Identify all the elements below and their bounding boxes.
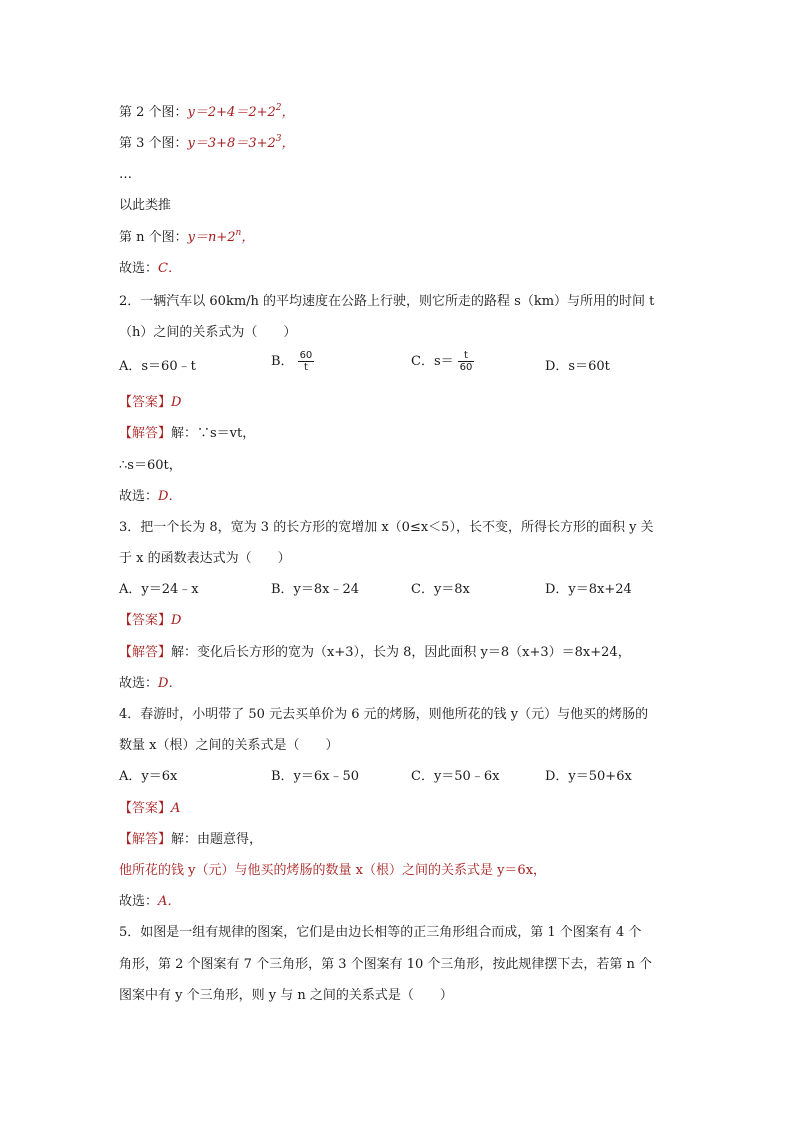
solution-line-fig2 — [119, 104, 295, 122]
q3-stem-line1: 3．把一个长为 8，宽为 3 的长方形的宽增加 x（0≤x＜5），长不变，所得长方形的面积 y 关 — [119, 520, 654, 535]
q5-stem-line2: 角形，第 2 个图案有 7 个三角形，第 3 个图案有 10 个三角形，按此规律摆下去，若第 n 个 — [119, 957, 653, 972]
q2-stem-line1: 2．一辆汽车以 60km/h 的平均速度在公路上行驶，则它所走的路程 s（km）与所用的时间 t — [119, 294, 655, 309]
q4-choose: 故选：A． — [119, 894, 181, 909]
q3-option-b: B．y＝8x﹣24 — [271, 582, 360, 597]
q2-option-b: B． $\frac{60}{t}$ — [271, 350, 313, 373]
q2-option-a: A．s＝60﹣t — [119, 359, 196, 374]
q3-choose: 故选：D． — [119, 676, 182, 691]
fig3-label: 第 3 个图： — [119, 136, 188, 151]
q2-answer: 【答案】D — [119, 395, 182, 410]
q3-answer: 【答案】D — [119, 613, 182, 628]
q5-stem-line3: 图案中有 y 个三角形，则 y 与 n 之间的关系式是（ ） — [119, 988, 453, 1003]
q4-step: 他所花的钱 y（元）与他买的烤肠的数量 x（根）之间的关系式是 y＝6x， — [119, 863, 547, 878]
fign-label: 第 n 个图： — [119, 230, 188, 245]
q2-option-d: D．s＝60t — [545, 359, 610, 374]
choose-answer: C． — [158, 261, 181, 276]
q4-stem-line2: 数量 x（根）之间的关系式是（ ） — [119, 738, 339, 753]
solution-choose: 故选：C． — [119, 261, 181, 276]
q2-choose: 故选：D． — [119, 489, 182, 504]
q4-option-b: B．y＝6x﹣50 — [271, 769, 360, 784]
q2-stem-line2: （h）之间的关系式为（ ） — [119, 325, 297, 340]
q4-option-c: C．y＝50﹣6x — [411, 769, 500, 784]
fig3-formula: $y=3+8=3+2^3$， — [187, 134, 295, 151]
q4-explain: 【解答】解：由题意得， — [119, 832, 263, 847]
q2-step: ∴s＝60t， — [119, 458, 182, 473]
q4-answer: 【答案】A — [119, 801, 181, 816]
q4-stem-line1: 4．春游时，小明带了 50 元去买单价为 6 元的烤肠，则他所花的钱 y（元）与他买的烤肠的 — [119, 707, 649, 722]
q2-option-c: C．s＝ $\frac{t}{60}$ — [411, 350, 473, 373]
q4-option-a: A．y＝6x — [119, 769, 178, 784]
q3-option-c: C．y＝8x — [411, 582, 470, 597]
fign-formula: $y=n+2^n$， — [187, 228, 255, 245]
q3-stem-line2: 于 x 的函数表达式为（ ） — [119, 551, 291, 566]
solution-line-fign — [119, 229, 254, 247]
fig2-formula: $y=2+4=2+2^2$， — [187, 103, 295, 120]
solution-by-analogy: 以此类推 — [119, 198, 172, 213]
q3-explain: 【解答】解：变化后长方形的宽为（x+3），长为 8，因此面积 y＝8（x+3）＝8x+24， — [119, 645, 631, 660]
solution-ellipsis: … — [119, 167, 132, 182]
q3-option-a: A．y＝24﹣x — [119, 582, 199, 597]
q2-explain: 【解答】解：∵s＝vt， — [119, 426, 256, 441]
solution-line-fig3 — [119, 135, 295, 153]
q5-stem-line1: 5．如图是一组有规律的图案，它们是由边长相等的正三角形组合而成，第 1 个图案有 4 个 — [119, 925, 642, 940]
q2-option-c-fraction: $\frac{t}{60}$ — [459, 350, 473, 373]
q2-option-b-fraction: $\frac{60}{t}$ — [299, 350, 313, 373]
fig2-label: 第 2 个图： — [119, 105, 188, 120]
q4-option-d: D．y＝50+6x — [545, 769, 632, 784]
q3-option-d: D．y＝8x+24 — [545, 582, 632, 597]
